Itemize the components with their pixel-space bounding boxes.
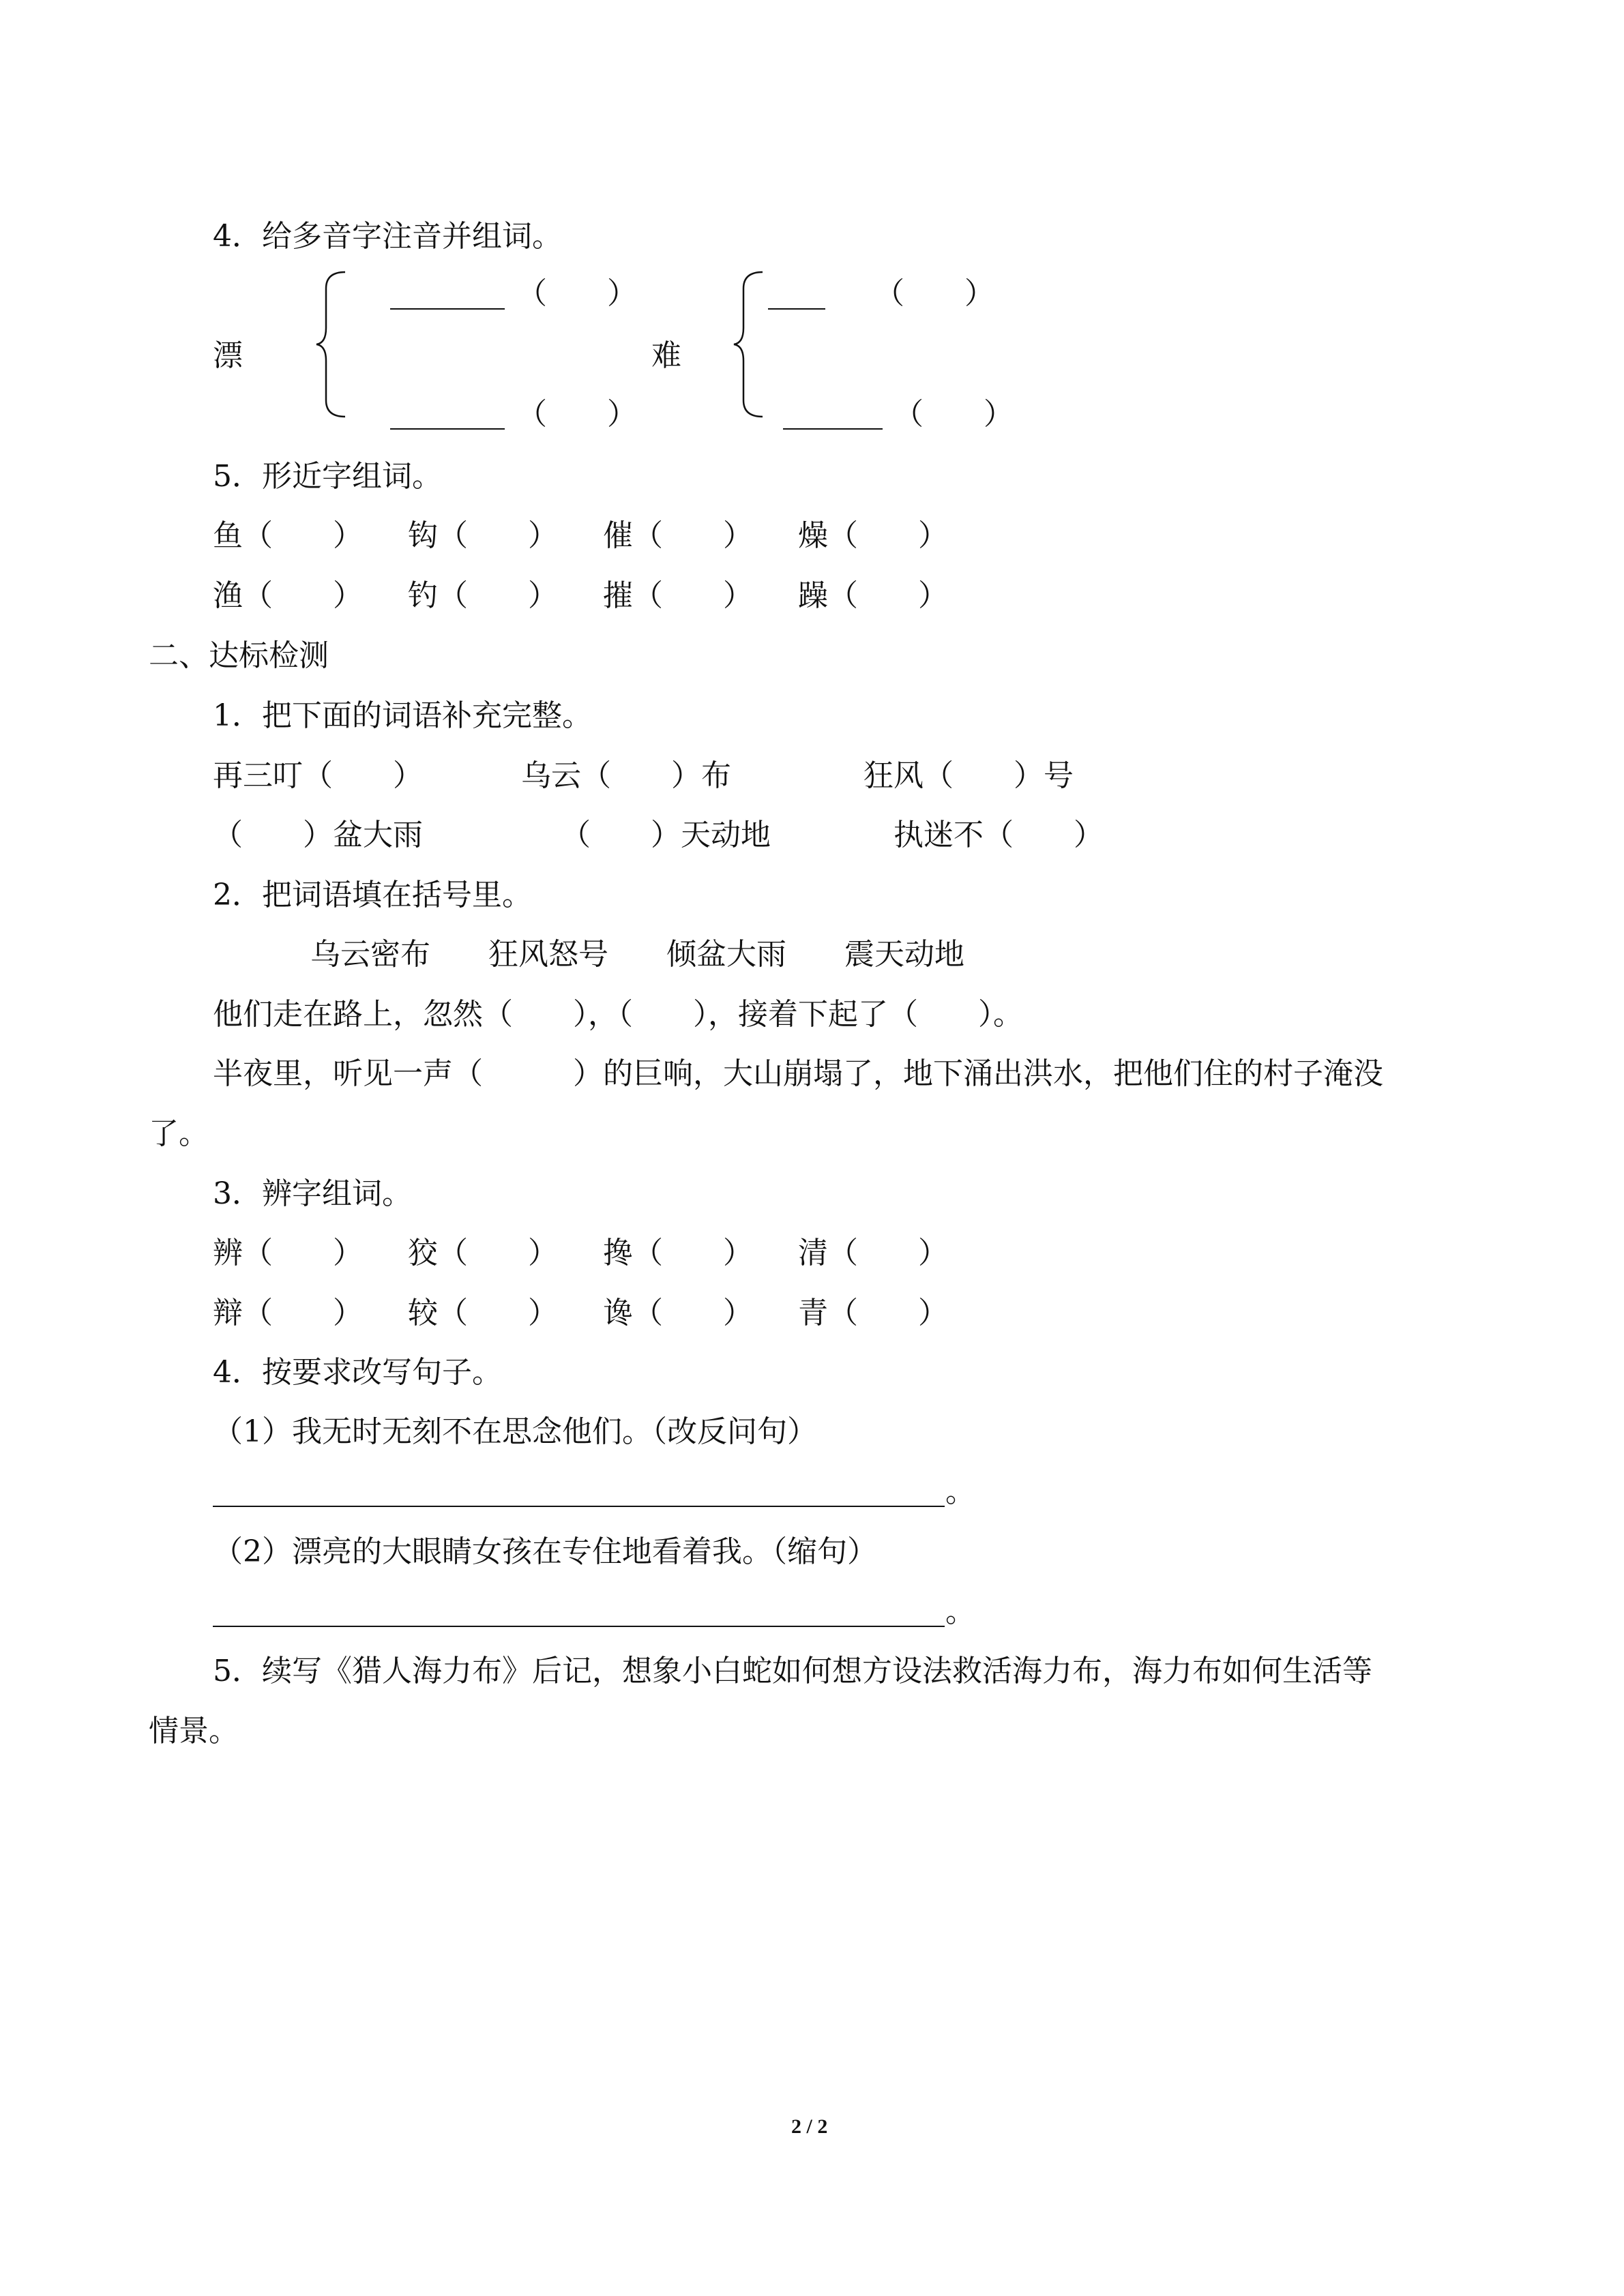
page-number: 2 / 2 — [791, 2115, 828, 2138]
section-heading: 二、达标检测 — [149, 638, 329, 673]
idiom-item: 执迷不（ ） — [894, 818, 1104, 852]
q4-polyphone-title: 4．给多音字注音并组词。 — [213, 219, 562, 254]
word-paren: （ ） — [894, 397, 1014, 432]
similar-char-item: 躁（ ） — [798, 578, 948, 613]
similar-char-item: 催（ ） — [603, 518, 753, 553]
fill-sentence-continued: 了。 — [149, 1116, 209, 1151]
rewrite-item: （2）漂亮的大眼睛女孩在专住地看着我。（缩句） — [213, 1534, 877, 1569]
q1-title: 1．把下面的词语补充完整。 — [213, 698, 592, 733]
pinyin-blank[interactable] — [390, 428, 505, 430]
answer-line[interactable] — [213, 1626, 945, 1627]
distinguish-char-item: 清（ ） — [798, 1236, 948, 1270]
q5-similar-chars-title: 5．形近字组词。 — [213, 459, 442, 494]
word-bank-item: 狂风怒号 — [488, 937, 608, 972]
similar-char-item: 鱼（ ） — [213, 518, 363, 553]
fill-sentence: 半夜里，听见一声（ ）的巨响，大山崩塌了，地下涌出洪水，把他们住的村子淹没 — [213, 1056, 1383, 1091]
idiom-item: （ ）天动地 — [561, 818, 771, 852]
left-brace-icon — [314, 269, 348, 419]
distinguish-char-item: 谗（ ） — [603, 1296, 753, 1330]
distinguish-char-item: 搀（ ） — [603, 1236, 753, 1270]
word-bank-item: 乌云密布 — [310, 937, 430, 972]
idiom-item: 乌云（ ）布 — [521, 758, 731, 793]
similar-char-item: 渔（ ） — [213, 578, 363, 613]
left-brace-icon — [731, 269, 765, 419]
word-paren: （ ） — [517, 397, 637, 432]
idiom-item: 再三叮（ ） — [213, 758, 423, 793]
answer-period: 。 — [945, 1594, 975, 1629]
answer-line[interactable] — [213, 1506, 945, 1507]
similar-char-item: 钩（ ） — [408, 518, 558, 553]
idiom-item: （ ）盆大雨 — [213, 818, 423, 852]
distinguish-char-item: 辨（ ） — [213, 1236, 363, 1270]
answer-period: 。 — [945, 1474, 975, 1509]
word-paren: （ ） — [517, 276, 637, 311]
q5-writing-prompt: 5．续写《猎人海力布》后记，想象小白蛇如何想方设法救活海力布，海力布如何生活等 — [213, 1654, 1372, 1688]
fill-sentence: 他们走在路上，忽然（ ），（ ），接着下起了（ ）。 — [213, 997, 1023, 1032]
q3-title: 3．辨字组词。 — [213, 1176, 412, 1211]
similar-char-item: 燥（ ） — [798, 518, 948, 553]
idiom-item: 狂风（ ）号 — [863, 758, 1074, 793]
distinguish-char-item: 狡（ ） — [408, 1236, 558, 1270]
pinyin-blank[interactable] — [783, 428, 883, 430]
q5-writing-prompt-continued: 情景。 — [149, 1714, 239, 1748]
rewrite-item: （1）我无时无刻不在思念他们。（改反问句） — [213, 1414, 817, 1449]
word-paren: （ ） — [874, 276, 994, 311]
distinguish-char-item: 较（ ） — [408, 1296, 558, 1330]
word-bank-item: 震天动地 — [844, 937, 964, 972]
distinguish-char-item: 青（ ） — [798, 1296, 948, 1330]
similar-char-item: 钓（ ） — [408, 578, 558, 613]
q4-title: 4．按要求改写句子。 — [213, 1355, 502, 1390]
pinyin-blank[interactable] — [768, 308, 825, 310]
similar-char-item: 摧（ ） — [603, 578, 753, 613]
q2-title: 2．把词语填在括号里。 — [213, 878, 532, 912]
polyphone-char-nan: 难 — [651, 338, 681, 373]
word-bank-item: 倾盆大雨 — [666, 937, 786, 972]
polyphone-char-piao: 漂 — [213, 338, 243, 373]
distinguish-char-item: 辩（ ） — [213, 1296, 363, 1330]
pinyin-blank[interactable] — [390, 308, 505, 310]
